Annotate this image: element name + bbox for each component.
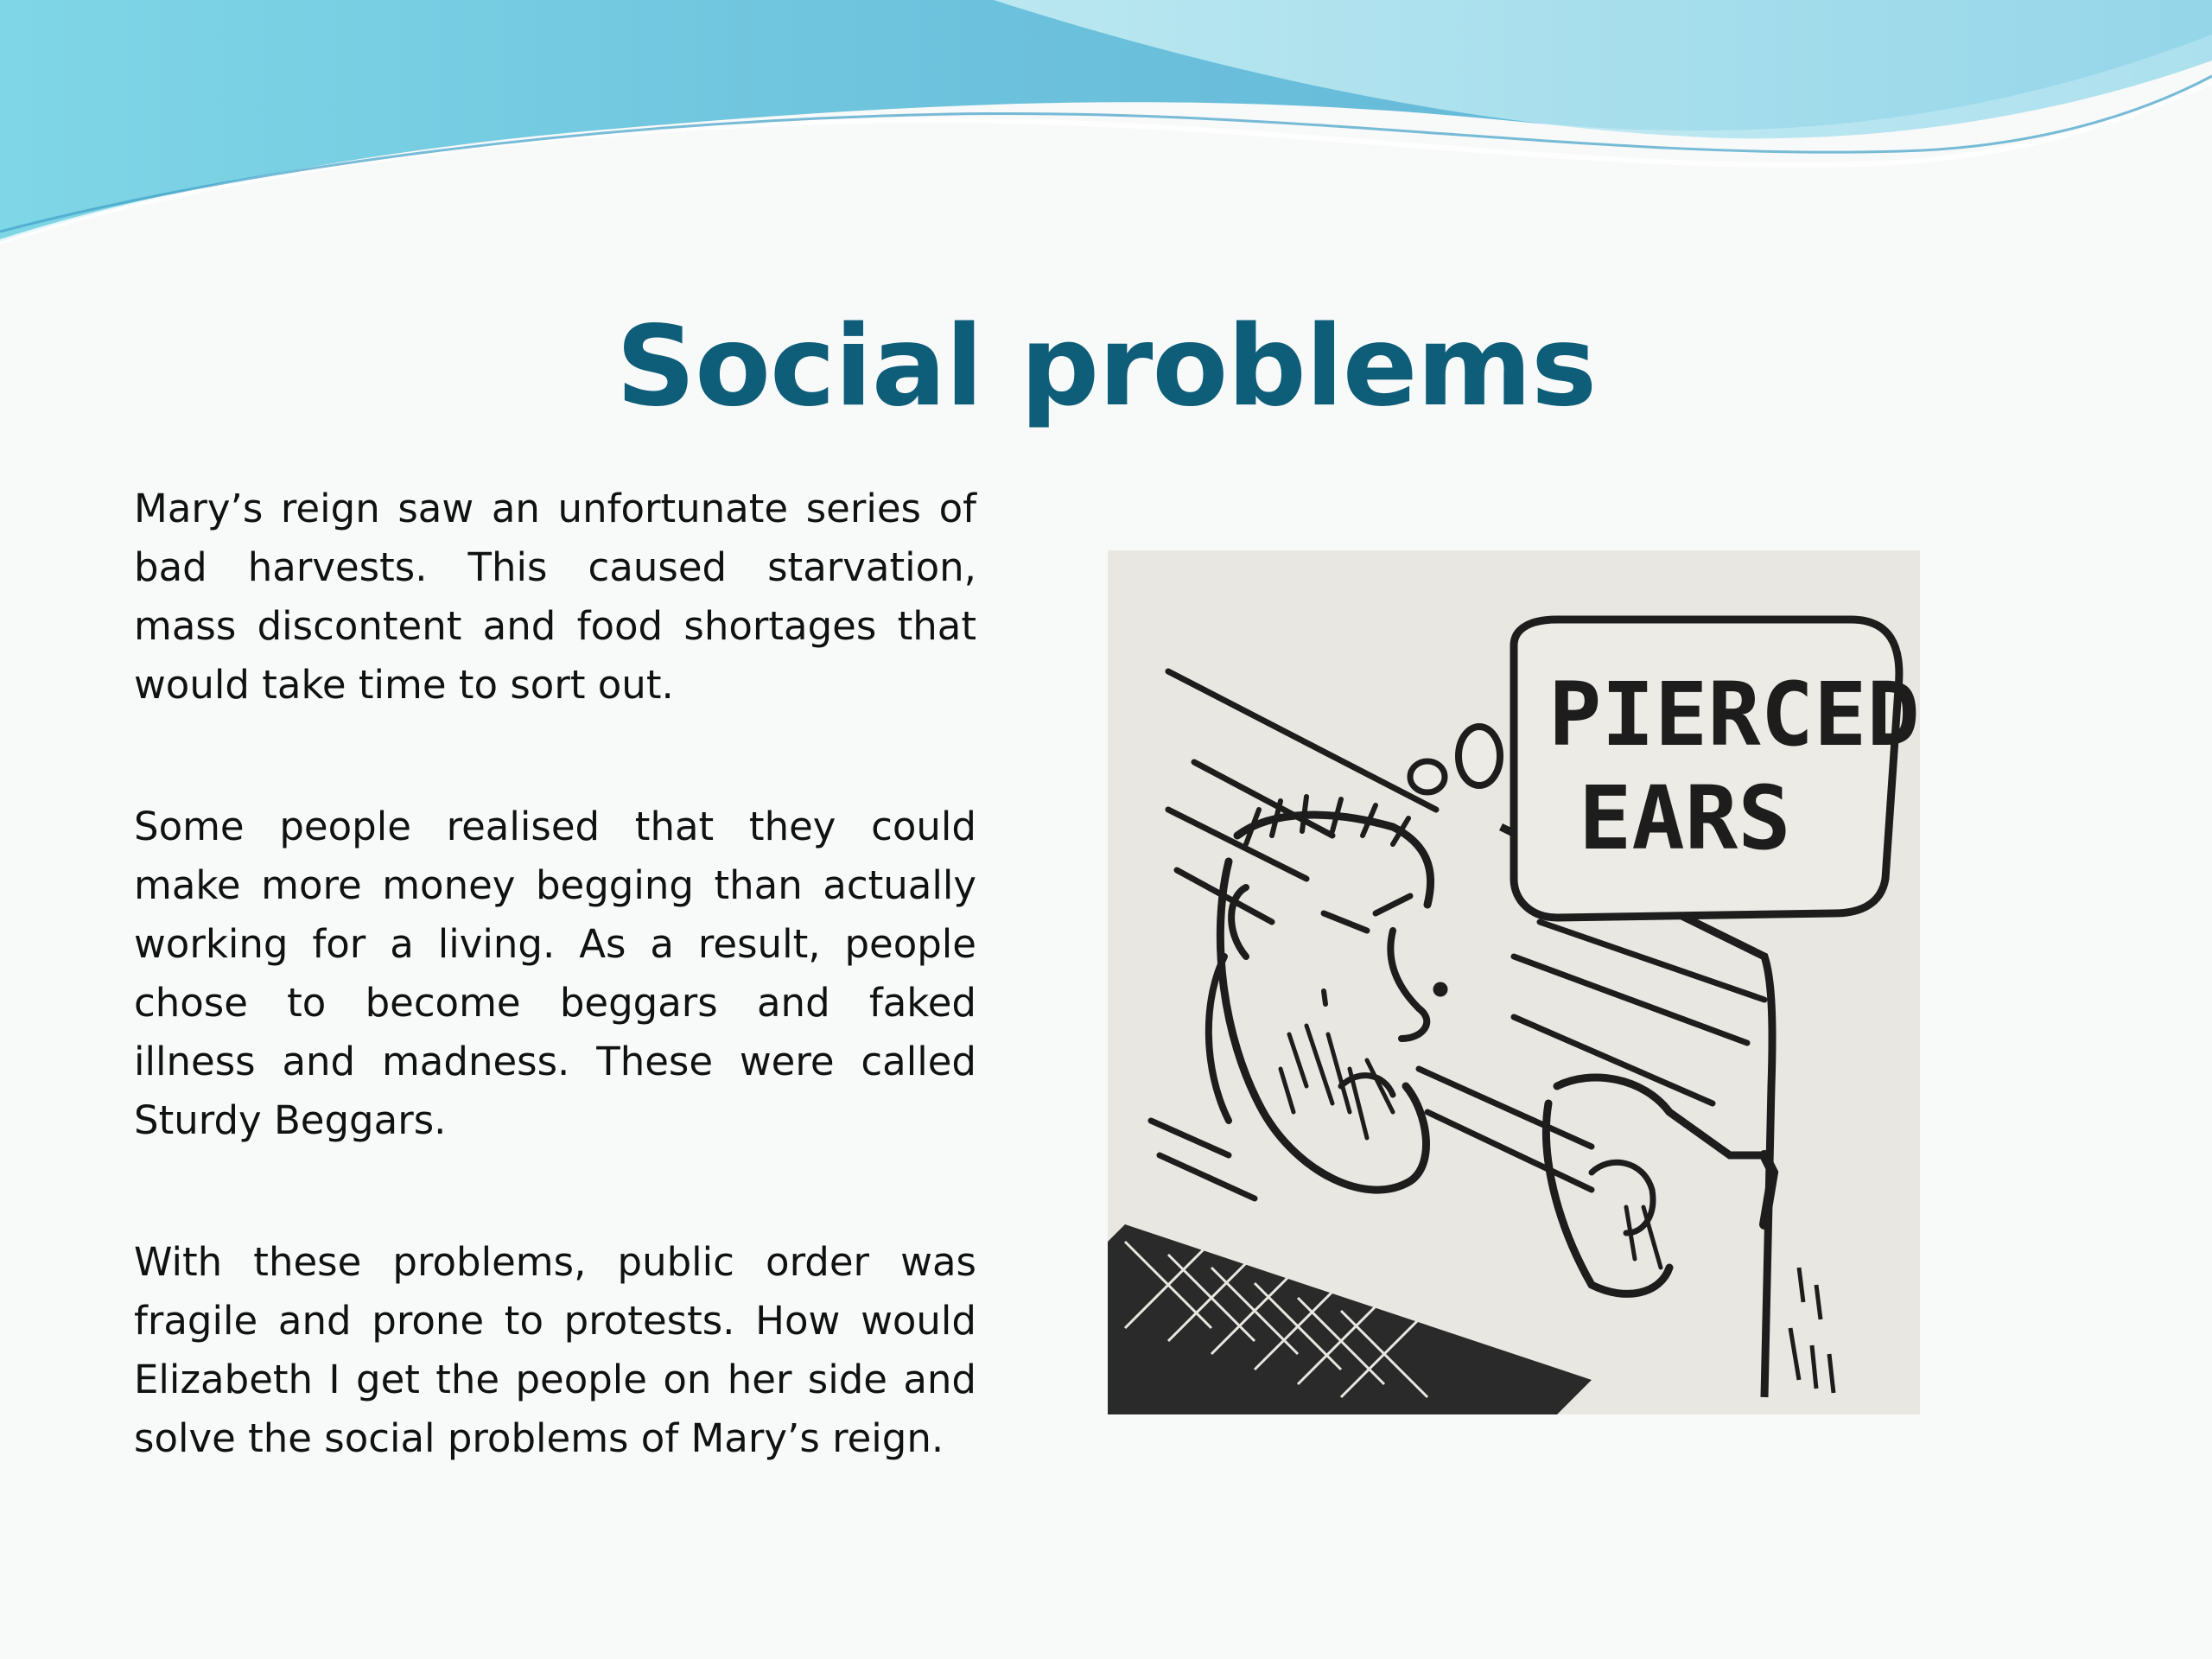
paragraph-public-order: With these problems, public order was fragile and prone to protests. How would Elizabeth I get the people on her side and solve the social problems of Mary’s reign. — [134, 1239, 976, 1461]
beggar-cartoon-image — [1108, 550, 1920, 1414]
bubble-text-line-1: PIERCED — [1548, 664, 1920, 766]
paragraph-bad-harvests: Mary’s reign saw an unfortunate series of bad harvests. This caused starvation, mass discontent and food shortages that would take time to sort out. — [134, 486, 976, 708]
body-text — [134, 480, 976, 1551]
slide-title: Social problems — [615, 302, 1597, 431]
header-wave-decoration — [0, 0, 2212, 259]
bubble-text-line-2: EARS — [1579, 767, 1791, 870]
paragraph-sturdy-beggars: Some people realised that they could make more money begging than actually working for a living. As a result, people chose to become beggars and faked illness and madness. These were called Sturdy Beggars. — [134, 804, 976, 1143]
cartoon-drawing — [1108, 550, 1920, 1414]
